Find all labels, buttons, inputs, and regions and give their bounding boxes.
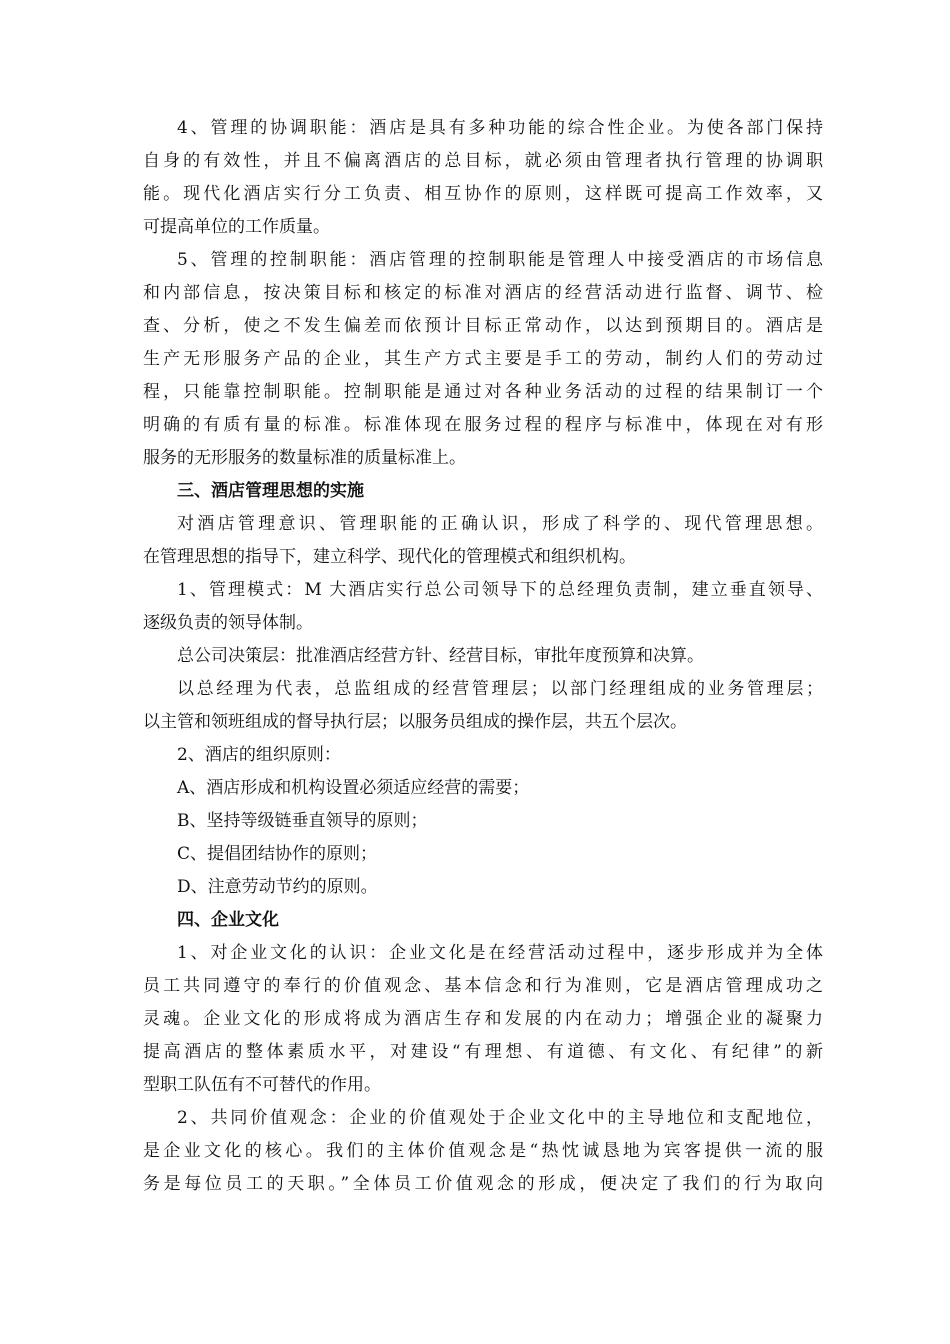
text-line: 以总经理为代表，总监组成的经营管理层；以部门经理组成的业务管理层； [177, 679, 823, 699]
text-line: 对酒店管理意识、管理职能的正确认识，形成了科学的、现代管理思想。 [177, 514, 823, 534]
text-line: 程，只能靠控制职能。控制职能是通过对各种业务活动的过程的结果制订一个 [143, 382, 823, 402]
text-line: 是企业文化的核心。我们的主体价值观念是“热忱诚恳地为宾客提供一流的服 [143, 1141, 823, 1161]
list-item: A、酒店形成和机构设置必须适应经营的需要； [177, 778, 530, 798]
text-line: 4、管理的协调职能：酒店是具有多种功能的综合性企业。为使各部门保持 [177, 118, 823, 138]
paragraph-culture [143, 937, 823, 1102]
paragraph-decision-layer: 总公司决策层：批准酒店经营方针、经营目标，审批年度预算和决算。 [177, 646, 704, 666]
text-line: 5、管理的控制职能：酒店管理的控制职能是管理人中接受酒店的市场信息 [177, 250, 823, 270]
text-line: 服务的无形服务的数量标准的质量标准上。 [143, 448, 466, 468]
text-line: 查、分析，使之不发生偏差而依预计目标正常动作，以达到预期目的。酒店是 [143, 316, 823, 336]
document-body [143, 112, 823, 1201]
text-line: 可提高单位的工作质量。 [143, 217, 330, 237]
section-heading-implementation: 三、酒店管理思想的实施 [177, 481, 364, 501]
text-line: 自身的有效性，并且不偏离酒店的总目标，就必须由管理者执行管理的协调职 [143, 151, 823, 171]
principles-list [143, 772, 823, 904]
paragraph-intro [143, 508, 823, 574]
paragraph-org-principles: 2、酒店的组织原则： [177, 745, 341, 765]
text-line: 能。现代化酒店实行分工负责、相互协作的原则，这样既可提高工作效率，又 [143, 184, 823, 204]
section-heading-culture: 四、企业文化 [177, 910, 279, 930]
paragraph-coordination [143, 112, 823, 244]
text-line: 务是每位员工的天职。”全体员工价值观念的形成，便决定了我们的行为取向 [143, 1174, 823, 1194]
list-item: C、提倡团结协作的原则； [177, 844, 378, 864]
text-line: 和内部信息，按决策目标和核定的标准对酒店的经营活动进行监督、调节、检 [143, 283, 823, 303]
text-line: 1、管理模式：M 大酒店实行总公司领导下的总经理负责制，建立垂直领导、 [177, 580, 823, 600]
text-line: 提高酒店的整体素质水平，对建设“有理想、有道德、有文化、有纪律”的新 [143, 1042, 823, 1062]
text-line: 在管理思想的指导下，建立科学、现代化的管理模式和组织机构。 [143, 547, 636, 567]
text-line: 员工共同遵守的奉行的价值观念、基本信念和行为准则，它是酒店管理成功之 [143, 976, 823, 996]
text-line: 灵魂。企业文化的形成将成为酒店生存和发展的内在动力；增强企业的凝聚力 [143, 1009, 823, 1029]
paragraph-management-mode [143, 574, 823, 640]
text-line: 生产无形服务产品的企业，其生产方式主要是手工的劳动，制约人们的劳动过 [143, 349, 823, 369]
paragraph-values [143, 1102, 823, 1201]
text-line: 型职工队伍有不可替代的作用。 [143, 1075, 381, 1095]
paragraph-management-levels [143, 673, 823, 739]
list-item: D、注意劳动节约的原则。 [177, 877, 378, 897]
list-item: B、坚持等级链垂直领导的原则； [177, 811, 428, 831]
text-line: 1、对企业文化的认识：企业文化是在经营活动过程中，逐步形成并为全体 [177, 943, 823, 963]
text-line: 2、共同价值观念：企业的价值观处于企业文化中的主导地位和支配地位， [177, 1108, 823, 1128]
text-line: 以主管和领班组成的督导执行层；以服务员组成的操作层，共五个层次。 [143, 712, 687, 732]
paragraph-control [143, 244, 823, 475]
text-line: 逐级负责的领导体制。 [143, 613, 313, 633]
text-line: 明确的有质有量的标准。标准体现在服务过程的程序与标准中，体现在对有形 [143, 415, 823, 435]
